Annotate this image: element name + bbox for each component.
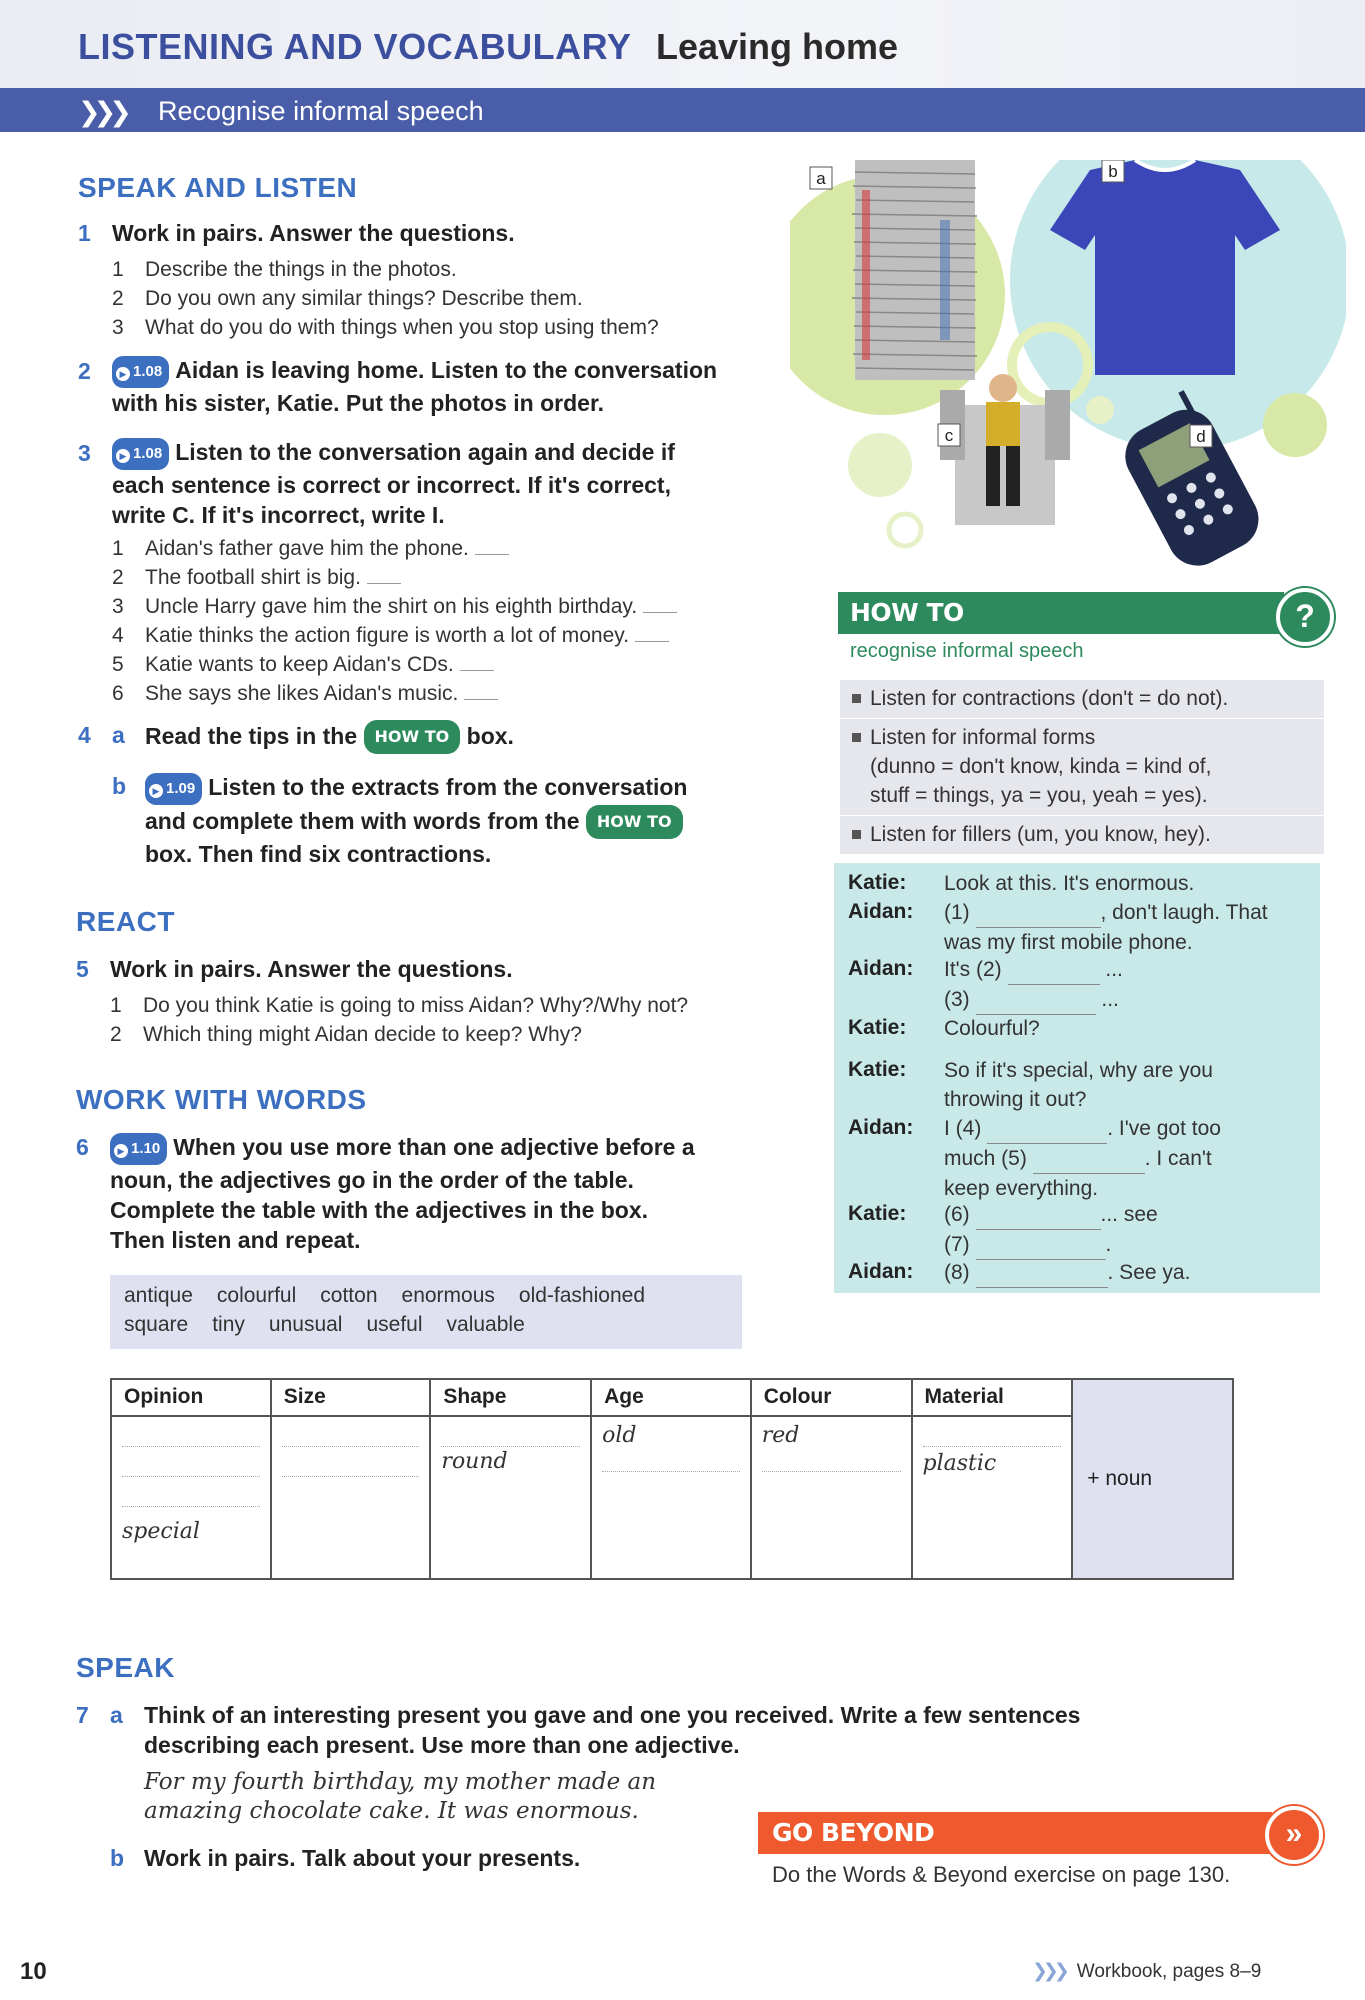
table-header: Material: [912, 1379, 1073, 1416]
photos-illustration: [790, 160, 1346, 575]
tip-item: Listen for contractions (don't = do not).: [840, 680, 1324, 718]
list-item: 6 She says she likes Aidan's music.: [112, 680, 498, 708]
how-to-title: HOW TO: [850, 598, 964, 627]
gap-blank[interactable]: [976, 898, 1101, 928]
list-item: 2 Do you own any similar things? Describe them.: [112, 287, 583, 310]
dialogue-line: (8) . See ya.: [944, 1258, 1314, 1288]
list-item: 2 Which thing might Aidan decide to keep? Why?: [110, 1023, 582, 1046]
how-to-subtitle: recognise informal speech: [850, 640, 1084, 662]
handwritten-example: old: [602, 1423, 637, 1448]
cd-stack-image: [852, 160, 977, 380]
word: useful: [366, 1313, 423, 1336]
table-header: Size: [271, 1379, 431, 1416]
noun-cell: + noun: [1072, 1379, 1233, 1579]
dialogue-line: I (4) . I've got too much (5) . I can't keep everything.: [944, 1114, 1314, 1203]
word: enormous: [401, 1284, 495, 1307]
dialogue-line: Look at this. It's enormous.: [944, 872, 1195, 895]
heading-work-with-words: WORK WITH WORDS: [76, 1084, 367, 1115]
colour-cell[interactable]: [751, 1416, 912, 1579]
heading-speak-and-listen: SPEAK AND LISTEN: [78, 172, 358, 203]
list-item: 2 The football shirt is big.: [112, 564, 401, 592]
decor-circle: [889, 514, 921, 546]
go-beyond-text: Do the Words & Beyond exercise on page 130.: [772, 1862, 1231, 1887]
exercise-letter: a: [112, 722, 125, 748]
word: tiny: [212, 1313, 245, 1336]
speaker-katie: Katie:: [848, 1016, 907, 1039]
word: valuable: [446, 1313, 525, 1336]
gap-blank[interactable]: [976, 1230, 1106, 1260]
word: old-fashioned: [518, 1284, 645, 1307]
dialogue-line: (6) ... see (7) .: [944, 1200, 1314, 1260]
dialogue-line: Colourful?: [944, 1017, 1040, 1040]
bullet-icon: [852, 733, 861, 742]
speaker-aidan: Aidan:: [848, 957, 914, 980]
how-to-pill: HOW TO: [586, 805, 683, 839]
exercise-letter: b: [110, 1845, 125, 1871]
audio-track-button[interactable]: ▶ 1.08: [112, 438, 169, 470]
material-cell[interactable]: [912, 1416, 1073, 1579]
question-icon: ?: [1276, 588, 1334, 646]
answer-blank[interactable]: [367, 583, 401, 584]
play-icon: ▶: [114, 1144, 128, 1158]
opinion-cell[interactable]: [111, 1416, 271, 1579]
exercise-7b-instructions: Work in pairs. Talk about your presents.: [144, 1845, 581, 1871]
list-item: 3 Uncle Harry gave him the shirt on his eighth birthday.: [112, 593, 677, 621]
heading-react: REACT: [76, 906, 175, 937]
adjective-order-table: [110, 1378, 1234, 1580]
photo-label-a: a: [816, 169, 826, 188]
exercise-2-instructions: ▶ 1.08 Aidan is leaving home. Listen to the conversation with his sister, Katie. Put the photos in order.: [112, 357, 718, 416]
exercise-number: 6: [76, 1134, 89, 1160]
bullet-icon: [852, 830, 861, 839]
page-title: LISTENING AND VOCABULARY: [78, 26, 632, 67]
exercise-7a-instructions: Think of an interesting present you gave and one you received. Write a few sentences describing each present. Use more than one adjective.: [144, 1702, 1081, 1758]
table-header: Shape: [430, 1379, 591, 1416]
exercise-number: 4: [78, 722, 91, 748]
exercise-letter: b: [112, 773, 127, 799]
dialogue-line: (1) , don't laugh. That was my first mobile phone.: [944, 898, 1314, 957]
list-item: 3 What do you do with things when you stop using them?: [112, 316, 659, 339]
decor-circle: [1086, 396, 1114, 424]
exercise-3-instructions: ▶ 1.08 Listen to the conversation again and decide if each sentence is correct or incorrect. If it's correct, write C. If it's incorrect, write I.: [112, 439, 675, 528]
photo-label-d: d: [1196, 427, 1206, 446]
exercise-1-question: Work in pairs. Answer the questions.: [112, 220, 515, 246]
exercise-6-instructions: ▶ 1.10 When you use more than one adjective before a noun, the adjectives go in the order of the table. Complete the table with the adjectives in the box. Then listen and repeat.: [110, 1134, 695, 1253]
page-number: 10: [20, 1958, 47, 1985]
bullet-icon: [852, 694, 861, 703]
action-figure-image: [940, 374, 1070, 525]
handwritten-example: red: [761, 1423, 800, 1448]
word: unusual: [268, 1313, 343, 1336]
answer-blank[interactable]: [475, 554, 509, 555]
speaker-katie: Katie:: [848, 1202, 907, 1225]
word: square: [124, 1313, 189, 1336]
handwritten-example: round: [441, 1449, 508, 1474]
dialogue-line: So if it's special, why are you throwing it out?: [944, 1059, 1213, 1111]
play-icon: ▶: [116, 449, 130, 463]
exercise-number: 5: [76, 956, 89, 982]
go-beyond-title: GO BEYOND: [772, 1818, 935, 1847]
word: cotton: [320, 1284, 378, 1307]
page-subtitle: Leaving home: [656, 26, 899, 67]
exercise-number: 7: [76, 1702, 89, 1728]
how-to-pill: HOW TO: [364, 720, 461, 754]
list-item: 1 Do you think Katie is going to miss Aidan? Why?/Why not?: [110, 994, 689, 1017]
section-bar-title: Recognise informal speech: [158, 96, 484, 126]
play-icon: ▶: [149, 784, 163, 798]
photo-label-b: b: [1108, 162, 1118, 181]
answer-blank[interactable]: [643, 612, 677, 613]
speaker-katie: Katie:: [848, 871, 907, 894]
audio-track-button[interactable]: ▶ 1.09: [145, 773, 202, 805]
gap-blank[interactable]: [1008, 955, 1100, 985]
answer-blank[interactable]: [464, 699, 498, 700]
speaker-aidan: Aidan:: [848, 1260, 914, 1283]
answer-blank[interactable]: [635, 641, 669, 642]
audio-track-button[interactable]: ▶ 1.10: [110, 1133, 167, 1165]
workbook-reference: ❯❯❯ Workbook, pages 8–9: [1032, 1961, 1262, 1982]
gap-blank[interactable]: [976, 985, 1096, 1015]
list-item: 4 Katie thinks the action figure is worth a lot of money.: [112, 622, 669, 650]
double-chevron-icon: »: [1265, 1806, 1323, 1864]
dialogue-line: It's (2) ... (3) ...: [944, 955, 1314, 1015]
exercise-4a-instructions: Read the tips in the HOW TO box.: [145, 720, 514, 754]
exercise-5-question: Work in pairs. Answer the questions.: [110, 956, 513, 982]
exercise-letter: a: [110, 1702, 123, 1728]
list-item: 5 Katie wants to keep Aidan's CDs.: [112, 651, 494, 679]
gap-blank[interactable]: [976, 1200, 1101, 1230]
speaker-katie: Katie:: [848, 1058, 907, 1081]
table-header: Colour: [751, 1379, 912, 1416]
tip-item: Listen for fillers (um, you know, hey).: [840, 816, 1324, 854]
exercise-4b-instructions: ▶ 1.09 Listen to the extracts from the conversation and complete them with words from the HOW TO box. Then find six contractions.: [145, 774, 688, 867]
heading-speak: SPEAK: [76, 1652, 175, 1683]
speaker-aidan: Aidan:: [848, 900, 914, 923]
audio-track-button[interactable]: ▶ 1.08: [112, 356, 169, 388]
chevron-icon: ❯❯❯: [1032, 1961, 1065, 1982]
table-header: Opinion: [111, 1379, 271, 1416]
age-cell[interactable]: [591, 1416, 751, 1579]
decor-circle: [1263, 393, 1327, 457]
word: antique: [124, 1284, 193, 1307]
exercise-number: 2: [78, 358, 91, 384]
speaker-aidan: Aidan:: [848, 1116, 914, 1139]
list-item: 1 Describe the things in the photos.: [112, 258, 457, 281]
list-item: 1 Aidan's father gave him the phone.: [112, 535, 509, 563]
exercise-number: 3: [78, 440, 91, 466]
chevron-icon: ❯❯❯: [78, 97, 125, 127]
gap-blank[interactable]: [1033, 1144, 1145, 1174]
handwritten-example-text: For my fourth birthday, my mother made an amazing chocolate cake. It was enormous.: [144, 1769, 657, 1824]
decor-circle: [848, 433, 912, 497]
exercise-number: 1: [78, 220, 91, 246]
adjective-word-box: [110, 1275, 742, 1349]
word: colourful: [216, 1284, 297, 1307]
size-cell[interactable]: [271, 1416, 431, 1579]
handwritten-example: plastic: [922, 1451, 997, 1476]
shape-cell[interactable]: [430, 1416, 591, 1579]
table-header: Age: [591, 1379, 751, 1416]
gap-blank[interactable]: [976, 1258, 1108, 1288]
play-icon: ▶: [116, 367, 130, 381]
gap-blank[interactable]: [987, 1114, 1107, 1144]
tip-item: Listen for informal forms (dunno = don't know, kinda = kind of, stuff = things, ya = you, yeah = yes).: [840, 719, 1324, 815]
photo-label-c: c: [944, 426, 954, 445]
answer-blank[interactable]: [460, 670, 494, 671]
handwritten-example: special: [122, 1519, 200, 1544]
